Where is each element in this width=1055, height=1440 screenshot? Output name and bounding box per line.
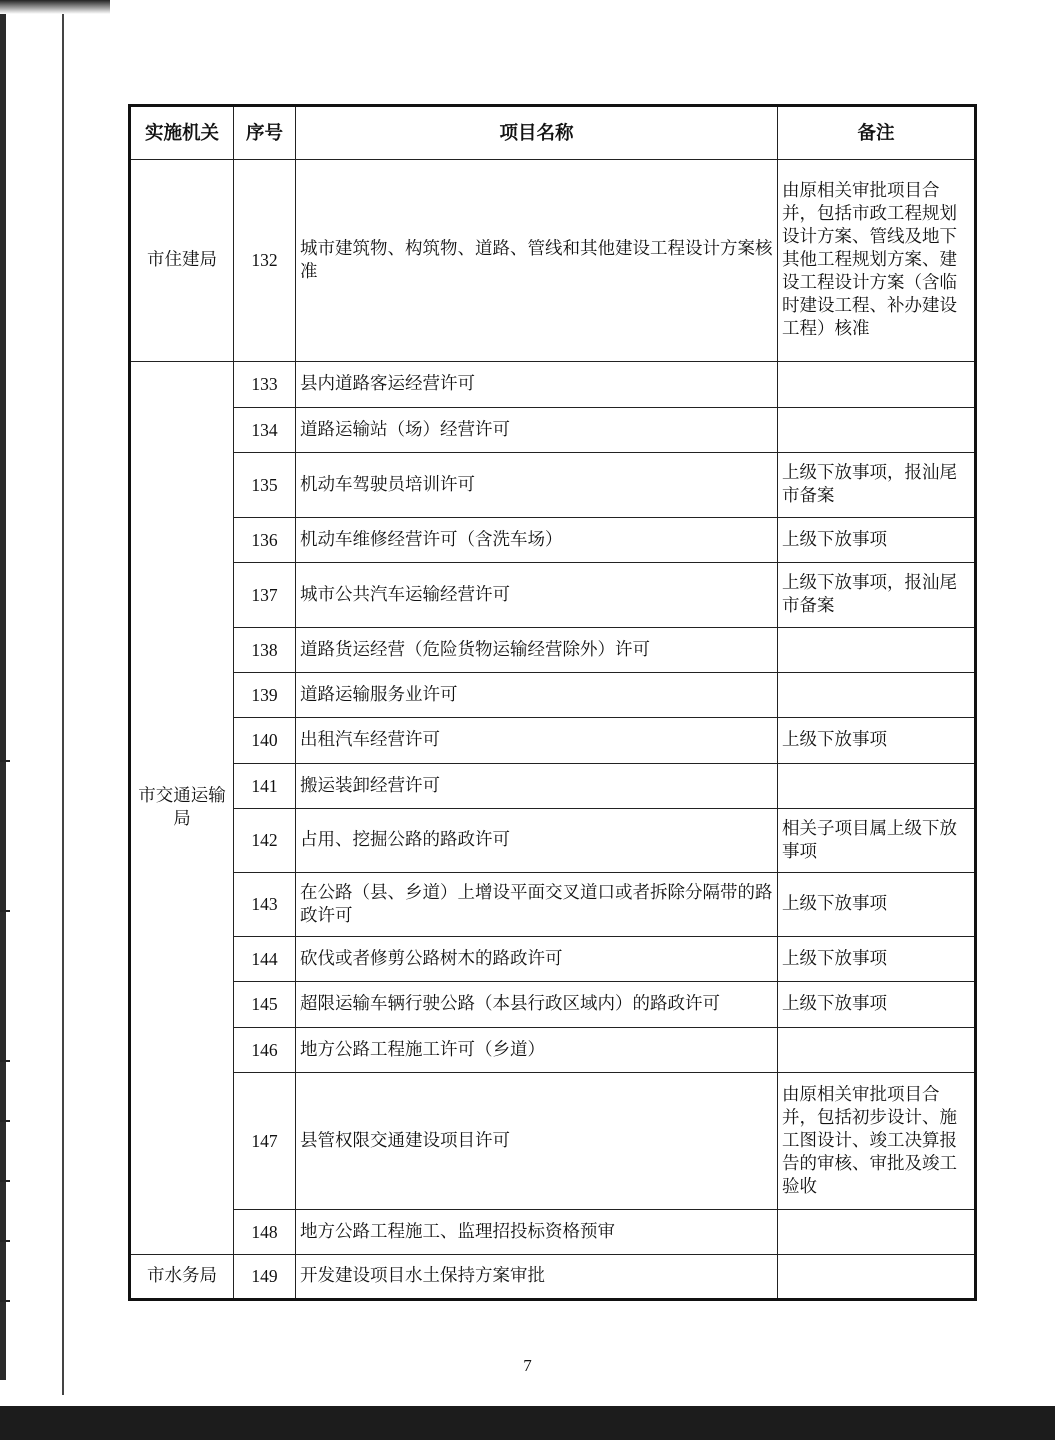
table-row [130, 1255, 976, 1300]
agency-cell: 市水务局 [130, 1255, 234, 1300]
item-note-cell: 相关子项目属上级下放事项 [778, 809, 976, 873]
table-row [130, 1210, 976, 1255]
item-number-cell: 134 [234, 408, 296, 453]
item-name-cell: 道路货运经营（危险货物运输经营除外）许可 [296, 628, 778, 673]
item-note-cell: 上级下放事项 [778, 518, 976, 563]
item-note-cell [778, 408, 976, 453]
item-number-cell: 143 [234, 873, 296, 937]
table-row [130, 453, 976, 518]
item-name-cell: 道路运输站（场）经营许可 [296, 408, 778, 453]
table-row [130, 982, 976, 1028]
item-number-cell: 133 [234, 362, 296, 408]
item-note-cell [778, 1028, 976, 1073]
item-note-cell: 上级下放事项 [778, 937, 976, 982]
table-row [130, 764, 976, 809]
item-name-cell: 机动车维修经营许可（含洗车场） [296, 518, 778, 563]
table-row [130, 563, 976, 628]
header-number: 序号 [234, 106, 296, 160]
table-row [130, 937, 976, 982]
item-note-cell: 上级下放事项 [778, 982, 976, 1028]
item-note-cell [778, 1210, 976, 1255]
item-number-cell: 148 [234, 1210, 296, 1255]
item-name-cell: 出租汽车经营许可 [296, 718, 778, 764]
item-name-cell: 占用、挖掘公路的路政许可 [296, 809, 778, 873]
item-note-cell: 上级下放事项，报汕尾市备案 [778, 563, 976, 628]
item-number-cell: 139 [234, 673, 296, 718]
item-name-cell: 开发建设项目水土保持方案审批 [296, 1255, 778, 1300]
table-row [130, 1028, 976, 1073]
item-note-cell [778, 362, 976, 408]
item-number-cell: 142 [234, 809, 296, 873]
table-row [130, 160, 976, 362]
table-row [130, 673, 976, 718]
table-row [130, 809, 976, 873]
item-note-cell [778, 764, 976, 809]
item-name-cell: 城市建筑物、构筑物、道路、管线和其他建设工程设计方案核准 [296, 160, 778, 362]
item-note-cell: 由原相关审批项目合并，包括市政工程规划设计方案、管线及地下其他工程规划方案、建设工程设计方案（含临时建设工程、补办建设工程）核准 [778, 160, 976, 362]
item-number-cell: 144 [234, 937, 296, 982]
item-number-cell: 140 [234, 718, 296, 764]
item-note-cell [778, 673, 976, 718]
agency-cell: 市交通运输局 [130, 362, 234, 1255]
item-name-cell: 超限运输车辆行驶公路（本县行政区域内）的路政许可 [296, 982, 778, 1028]
item-number-cell: 145 [234, 982, 296, 1028]
item-number-cell: 147 [234, 1073, 296, 1210]
item-note-cell [778, 628, 976, 673]
agency-cell: 市住建局 [130, 160, 234, 362]
scan-margin-line [62, 0, 64, 1395]
approval-items-table [128, 104, 977, 1301]
table-row [130, 873, 976, 937]
item-note-cell: 上级下放事项，报汕尾市备案 [778, 453, 976, 518]
item-number-cell: 136 [234, 518, 296, 563]
header-name: 项目名称 [296, 106, 778, 160]
item-number-cell: 146 [234, 1028, 296, 1073]
table-row [130, 518, 976, 563]
scan-binding-edge [0, 0, 6, 1380]
item-note-cell [778, 1255, 976, 1300]
item-note-cell: 由原相关审批项目合并，包括初步设计、施工图设计、竣工决算报告的审核、审批及竣工验收 [778, 1073, 976, 1210]
item-name-cell: 搬运装卸经营许可 [296, 764, 778, 809]
item-name-cell: 地方公路工程施工许可（乡道） [296, 1028, 778, 1073]
item-number-cell: 135 [234, 453, 296, 518]
header-agency: 实施机关 [130, 106, 234, 160]
item-name-cell: 机动车驾驶员培训许可 [296, 453, 778, 518]
table-row [130, 362, 976, 408]
page-number: 7 [523, 1356, 532, 1375]
table-header-row [130, 106, 976, 160]
header-note: 备注 [778, 106, 976, 160]
item-name-cell: 县管权限交通建设项目许可 [296, 1073, 778, 1210]
item-number-cell: 137 [234, 563, 296, 628]
table-row [130, 628, 976, 673]
item-name-cell: 地方公路工程施工、监理招投标资格预审 [296, 1210, 778, 1255]
item-number-cell: 132 [234, 160, 296, 362]
item-number-cell: 141 [234, 764, 296, 809]
item-name-cell: 砍伐或者修剪公路树木的路政许可 [296, 937, 778, 982]
item-name-cell: 县内道路客运经营许可 [296, 362, 778, 408]
scan-corner-shadow [0, 0, 110, 14]
table-row [130, 718, 976, 764]
table-body [130, 160, 976, 1300]
item-name-cell: 城市公共汽车运输经营许可 [296, 563, 778, 628]
item-number-cell: 138 [234, 628, 296, 673]
table-row [130, 1073, 976, 1210]
item-note-cell: 上级下放事项 [778, 718, 976, 764]
scan-bottom-shadow [0, 1406, 1055, 1440]
item-number-cell: 149 [234, 1255, 296, 1300]
item-note-cell: 上级下放事项 [778, 873, 976, 937]
table-row [130, 408, 976, 453]
item-name-cell: 道路运输服务业许可 [296, 673, 778, 718]
item-name-cell: 在公路（县、乡道）上增设平面交叉道口或者拆除分隔带的路政许可 [296, 873, 778, 937]
